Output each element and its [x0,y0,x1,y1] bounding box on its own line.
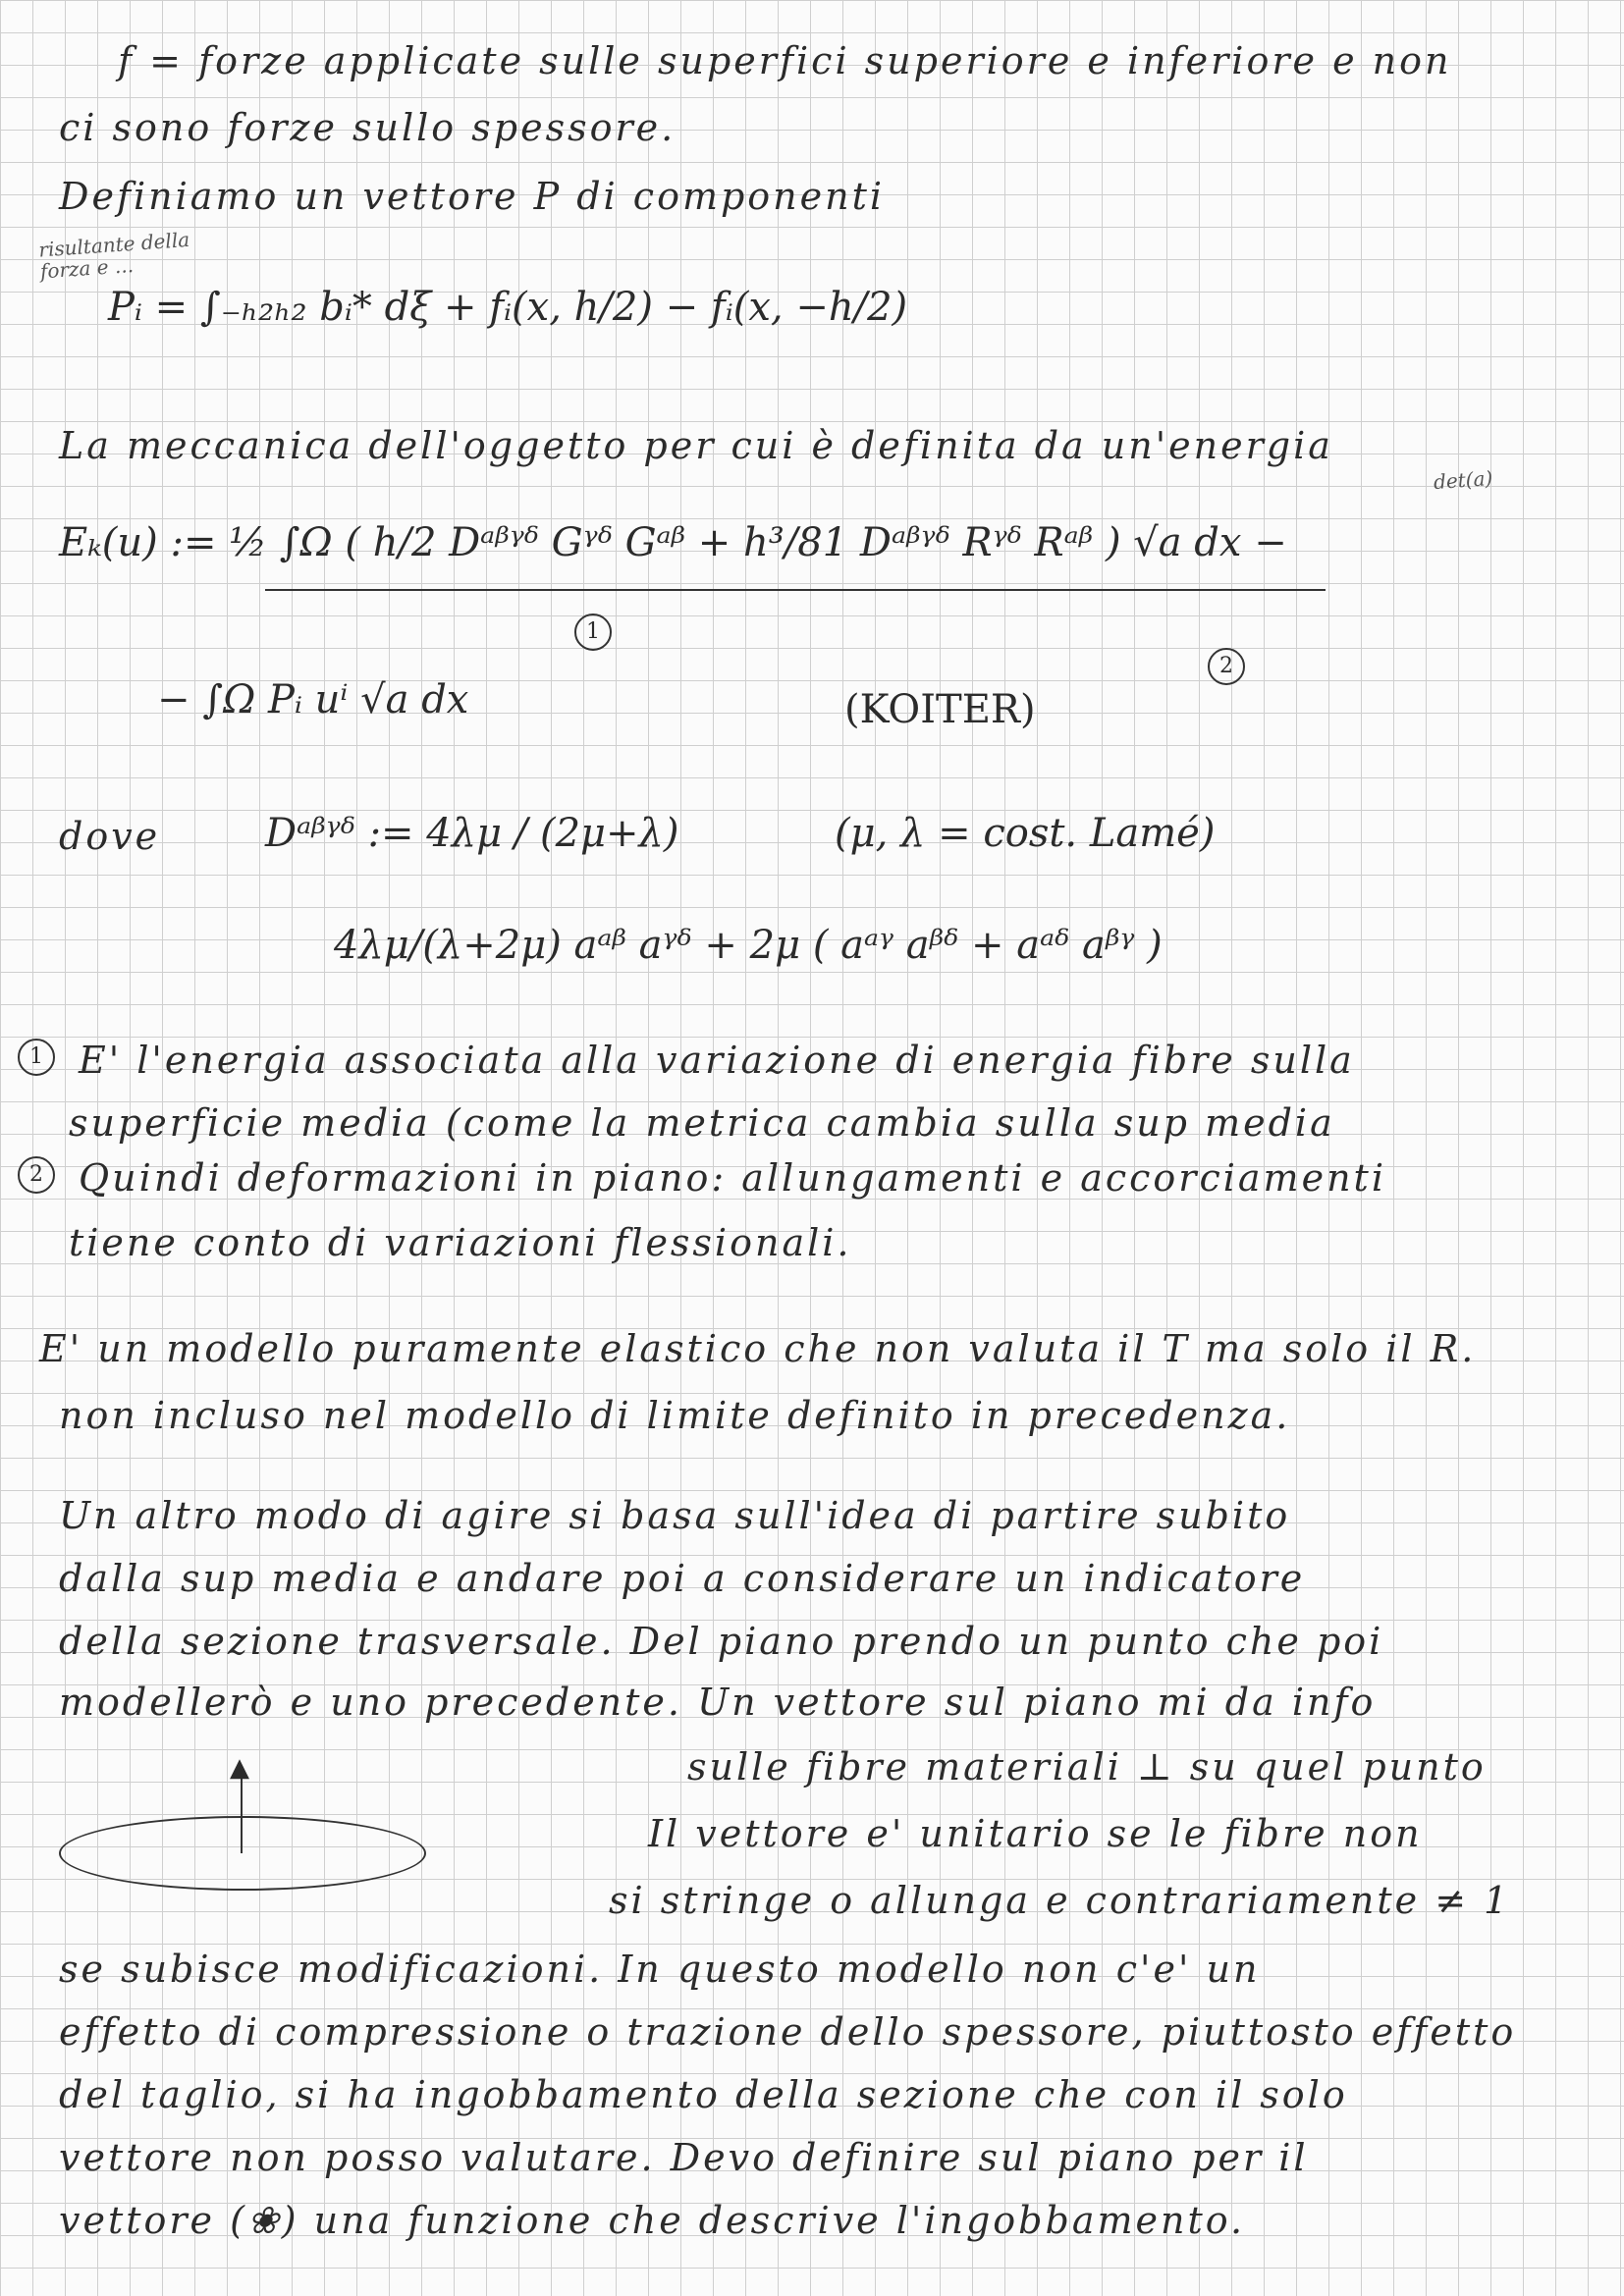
text-line: E' l'energia associata alla variazione di energia fibre sulla [79,1039,1355,1082]
equation-d-2: 4λμ/(λ+2μ) aᵃᵝ aᵞᵟ + 2μ ( aᵃᵞ aᵝᵟ + aᵃᵟ aᵝᵞ ) [334,923,1163,968]
circled-number-2: 2 [18,1156,55,1194]
equation-energy: Eₖ(u) := ½ ∫Ω ( h/2 Dᵃᵝᵞᵟ Gᵞᵟ Gᵃᵝ + h³/81 Dᵃᵝᵞᵟ Rᵞᵟ Rᵃᵝ ) √a dx − [59,520,1287,565]
margin-note: risultante della forza e ... [37,227,190,284]
text-line: della sezione trasversale. Del piano prendo un punto che poi [59,1620,1384,1663]
text-line: Quindi deformazioni in piano: allungamenti e accorciamenti [79,1156,1386,1200]
text-line: sulle fibre materiali ⊥ su quel punto [687,1745,1487,1789]
equation-energy-2: − ∫Ω Pᵢ uⁱ √a dx [157,677,469,722]
text-line: modellerò e uno precedente. Un vettore sul piano mi da info [59,1681,1377,1724]
text-line: dalla sup media e andare poi a considerare un indicatore [59,1557,1306,1600]
section-sketch [59,1816,426,1891]
text-line: se subisce modificazioni. In questo modello non c'e' un [59,1948,1261,1991]
text-line: vettore (❀) una funzione che descrive l'ingobbamento. [59,2199,1246,2242]
text-line: La meccanica dell'oggetto per cui è definita da un'energia [59,424,1333,467]
text-line: tiene conto di variazioni flessionali. [69,1221,852,1264]
arrow-head-icon: ▲ [230,1753,249,1783]
equation-p: Pᵢ = ∫₋ₕ₂ₕ₂ bᵢ* dξ + fᵢ(x, h/2) − fᵢ(x, −h/2) [108,285,908,330]
circled-number-2: 2 [1208,648,1245,685]
text-line: Il vettore e' unitario se le fibre non [648,1812,1423,1855]
text-line: dove [59,815,161,858]
lame-note: (μ, λ = cost. Lamé) [835,811,1216,856]
det-note: det(a) [1433,465,1493,495]
text-line: effetto di compressione o trazione dello spessore, piuttosto effetto [59,2010,1517,2054]
koiter-label: (KOITER) [844,687,1036,732]
text-line: superficie media (come la metrica cambia sulla sup media [69,1101,1335,1145]
text-line: non incluso nel modello di limite definito in precedenza. [59,1394,1291,1437]
normal-vector-arrow [241,1775,243,1853]
equation-d: Dᵃᵝᵞᵟ := 4λμ / (2μ+λ) [265,811,679,856]
text-line: vettore non posso valutare. Devo definire sul piano per il [59,2136,1309,2179]
text-line: si stringe o allunga e contrariamente ≠ 1 [609,1879,1511,1922]
text-line: Un altro modo di agire si basa sull'idea di partire subito [59,1494,1291,1537]
circled-number-1: 1 [18,1039,55,1076]
brace-underline [265,589,1326,591]
text-line: del taglio, si ha ingobbamento della sezione che con il solo [59,2073,1348,2116]
text-line: E' un modello puramente elastico che non valuta il T ma solo il R. [39,1327,1477,1370]
text-line: f = forze applicate sulle superfici superiore e inferiore e non [118,39,1452,82]
text-line: Definiamo un vettore P di componenti [59,175,886,218]
circled-number-1: 1 [574,614,612,651]
text-line: ci sono forze sullo spessore. [59,106,677,149]
